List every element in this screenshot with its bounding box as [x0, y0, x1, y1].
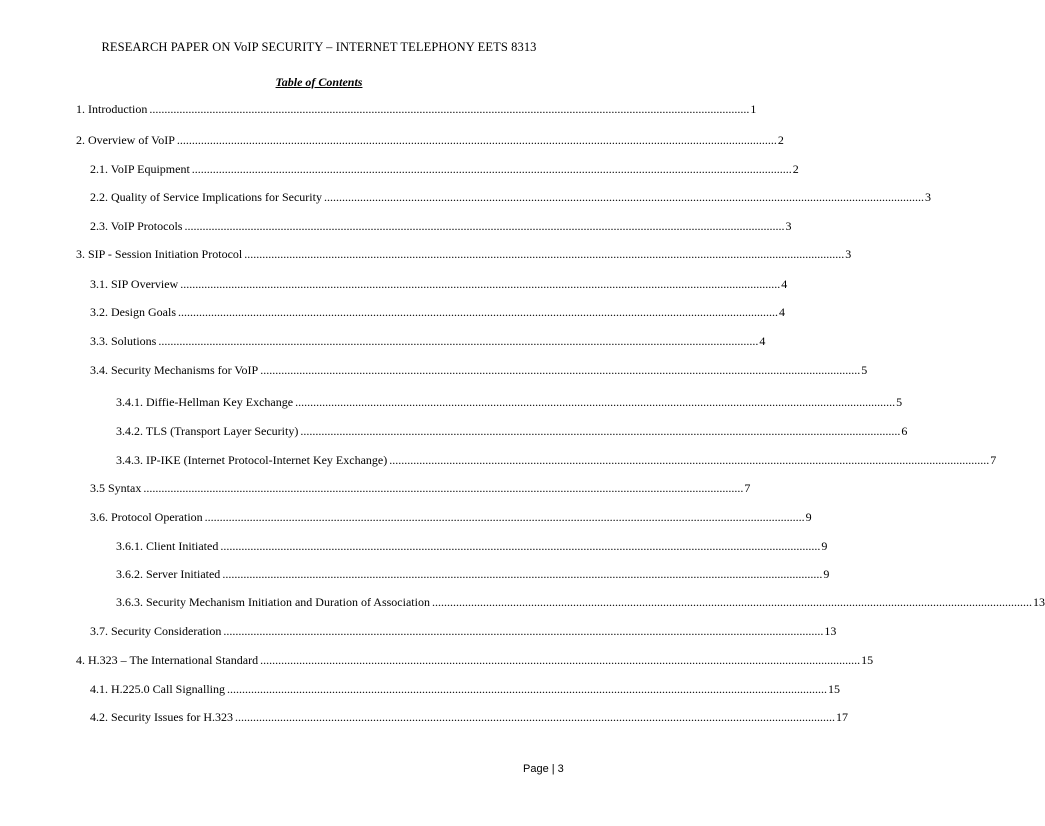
dot-leader: ........................................................................................................................................................................................................	[222, 567, 823, 581]
toc-entry-page: 13	[824, 624, 837, 638]
toc-entry-page: 3	[785, 219, 792, 233]
toc-entry-page: 2	[792, 162, 799, 176]
toc-entry-label: 3.6.3. Security Mechanism Initiation and Duration of Association	[116, 595, 430, 609]
toc-entry-label: 3.5 Syntax	[90, 481, 142, 495]
toc-entry-page: 9	[821, 539, 828, 553]
toc-entry[interactable]	[90, 709, 848, 725]
toc-entry[interactable]	[90, 304, 785, 320]
toc-entry-label: 3. SIP - Session Initiation Protocol	[76, 247, 243, 261]
toc-entry-page: 7	[744, 481, 751, 495]
toc-entry-page: 3	[924, 190, 931, 204]
toc-entry[interactable]	[116, 566, 830, 582]
toc-entry[interactable]	[76, 246, 852, 262]
toc-entry-label: 4.1. H.225.0 Call Signalling	[90, 682, 225, 696]
dot-leader: ........................................................................................................................................................................................................	[227, 682, 827, 696]
toc-entry-label: 3.4.3. IP-IKE (Internet Protocol-Internet Key Exchange)	[116, 453, 388, 467]
toc-entry-label: 3.4.2. TLS (Transport Layer Security)	[116, 424, 299, 438]
toc-entry[interactable]	[90, 509, 812, 525]
toc-entry-page: 6	[901, 424, 908, 438]
toc-entry-page: 3	[845, 247, 852, 261]
dot-leader: ........................................................................................................................................................................................................	[260, 363, 861, 377]
toc-entry[interactable]	[90, 362, 868, 378]
toc-entry[interactable]	[90, 218, 792, 234]
toc-entry[interactable]	[90, 623, 837, 639]
toc-entry-page: 4	[779, 305, 785, 319]
dot-leader: ........................................................................................................................................................................................................	[223, 624, 824, 638]
toc-title: Table of Contents	[275, 75, 363, 89]
toc-entry-page: 9	[823, 567, 830, 581]
toc-entry[interactable]	[116, 538, 828, 554]
toc-entry-label: 3.4. Security Mechanisms for VoIP	[90, 363, 259, 377]
toc-entry[interactable]	[116, 423, 908, 439]
toc-entry[interactable]	[90, 189, 931, 205]
running-header: RESEARCH PAPER ON VoIP SECURITY – INTERNET TELEPHONY EETS 8313	[101, 40, 537, 54]
toc-entry-label: 4.2. Security Issues for H.323	[90, 710, 233, 724]
toc-entry-page: 5	[861, 363, 868, 377]
toc-entry-page: 15	[861, 653, 874, 667]
toc-entry[interactable]	[116, 394, 903, 410]
dot-leader: ........................................................................................................................................................................................................	[149, 102, 750, 116]
dot-leader: ........................................................................................................................................................................................................	[178, 305, 778, 319]
dot-leader: ........................................................................................................................................................................................................	[158, 334, 759, 348]
toc-entry-page: 2	[777, 133, 784, 147]
toc-entry[interactable]	[116, 452, 997, 468]
toc-entry-page: 15	[828, 682, 840, 696]
toc-entry[interactable]	[90, 276, 788, 292]
toc-entry-page: 17	[835, 710, 848, 724]
toc-entry-label: 3.7. Security Consideration	[90, 624, 222, 638]
dot-leader: ........................................................................................................................................................................................................	[184, 219, 785, 233]
toc-entry[interactable]	[76, 101, 757, 117]
toc-entry-label: 2.2. Quality of Service Implications for Security	[90, 190, 322, 204]
toc-entry-page: 1	[750, 102, 757, 116]
toc-entry[interactable]	[90, 333, 766, 349]
dot-leader: ........................................................................................................................................................................................................	[295, 395, 896, 409]
toc-entry-page: 5	[896, 395, 903, 409]
toc-entry[interactable]	[76, 132, 784, 148]
toc-entry-label: 2.3. VoIP Protocols	[90, 219, 183, 233]
toc-entry-label: 3.6. Protocol Operation	[90, 510, 203, 524]
toc-entry-page: 4	[759, 334, 766, 348]
dot-leader: ........................................................................................................................................................................................................	[234, 710, 835, 724]
toc-entry-page: 13	[1032, 595, 1045, 609]
toc-entry-page: 7	[990, 453, 997, 467]
dot-leader: ........................................................................................................................................................................................................	[244, 247, 845, 261]
toc-entry-label: 2. Overview of VoIP	[76, 133, 175, 147]
dot-leader: ........................................................................................................................................................................................................	[260, 653, 861, 667]
toc-entry-label: 3.4.1. Diffie-Hellman Key Exchange	[116, 395, 294, 409]
dot-leader: ........................................................................................................................................................................................................	[176, 133, 777, 147]
toc-entry-label: 1. Introduction	[76, 102, 148, 116]
dot-leader: ........................................................................................................................................................................................................	[300, 424, 901, 438]
page-number-footer: Page | 3	[523, 763, 564, 775]
dot-leader: ........................................................................................................................................................................................................	[431, 595, 1032, 609]
toc-entry-label: 3.3. Solutions	[90, 334, 157, 348]
dot-leader: ........................................................................................................................................................................................................	[191, 162, 792, 176]
toc-entry-label: 4. H.323 – The International Standard	[76, 653, 259, 667]
dot-leader: ........................................................................................................................................................................................................	[323, 190, 924, 204]
dot-leader: ........................................................................................................................................................................................................	[389, 453, 990, 467]
toc-entry-label: 3.6.1. Client Initiated	[116, 539, 219, 553]
toc-entry[interactable]	[90, 161, 799, 177]
dot-leader: ........................................................................................................................................................................................................	[220, 539, 821, 553]
toc-entry-label: 3.1. SIP Overview	[90, 277, 179, 291]
toc-entry-label: 3.2. Design Goals	[90, 305, 176, 319]
toc-entry-page: 9	[805, 510, 812, 524]
toc-entry[interactable]	[76, 652, 874, 668]
dot-leader: ........................................................................................................................................................................................................	[204, 510, 805, 524]
toc-entry[interactable]	[90, 480, 751, 496]
toc-entry-label: 2.1. VoIP Equipment	[90, 162, 190, 176]
dot-leader: ........................................................................................................................................................................................................	[143, 481, 744, 495]
toc-entry[interactable]	[116, 594, 1045, 610]
dot-leader: ........................................................................................................................................................................................................	[180, 277, 781, 291]
toc-entry[interactable]	[90, 681, 840, 697]
toc-entry-label: 3.6.2. Server Initiated	[116, 567, 221, 581]
toc-entry-page: 4	[781, 277, 788, 291]
